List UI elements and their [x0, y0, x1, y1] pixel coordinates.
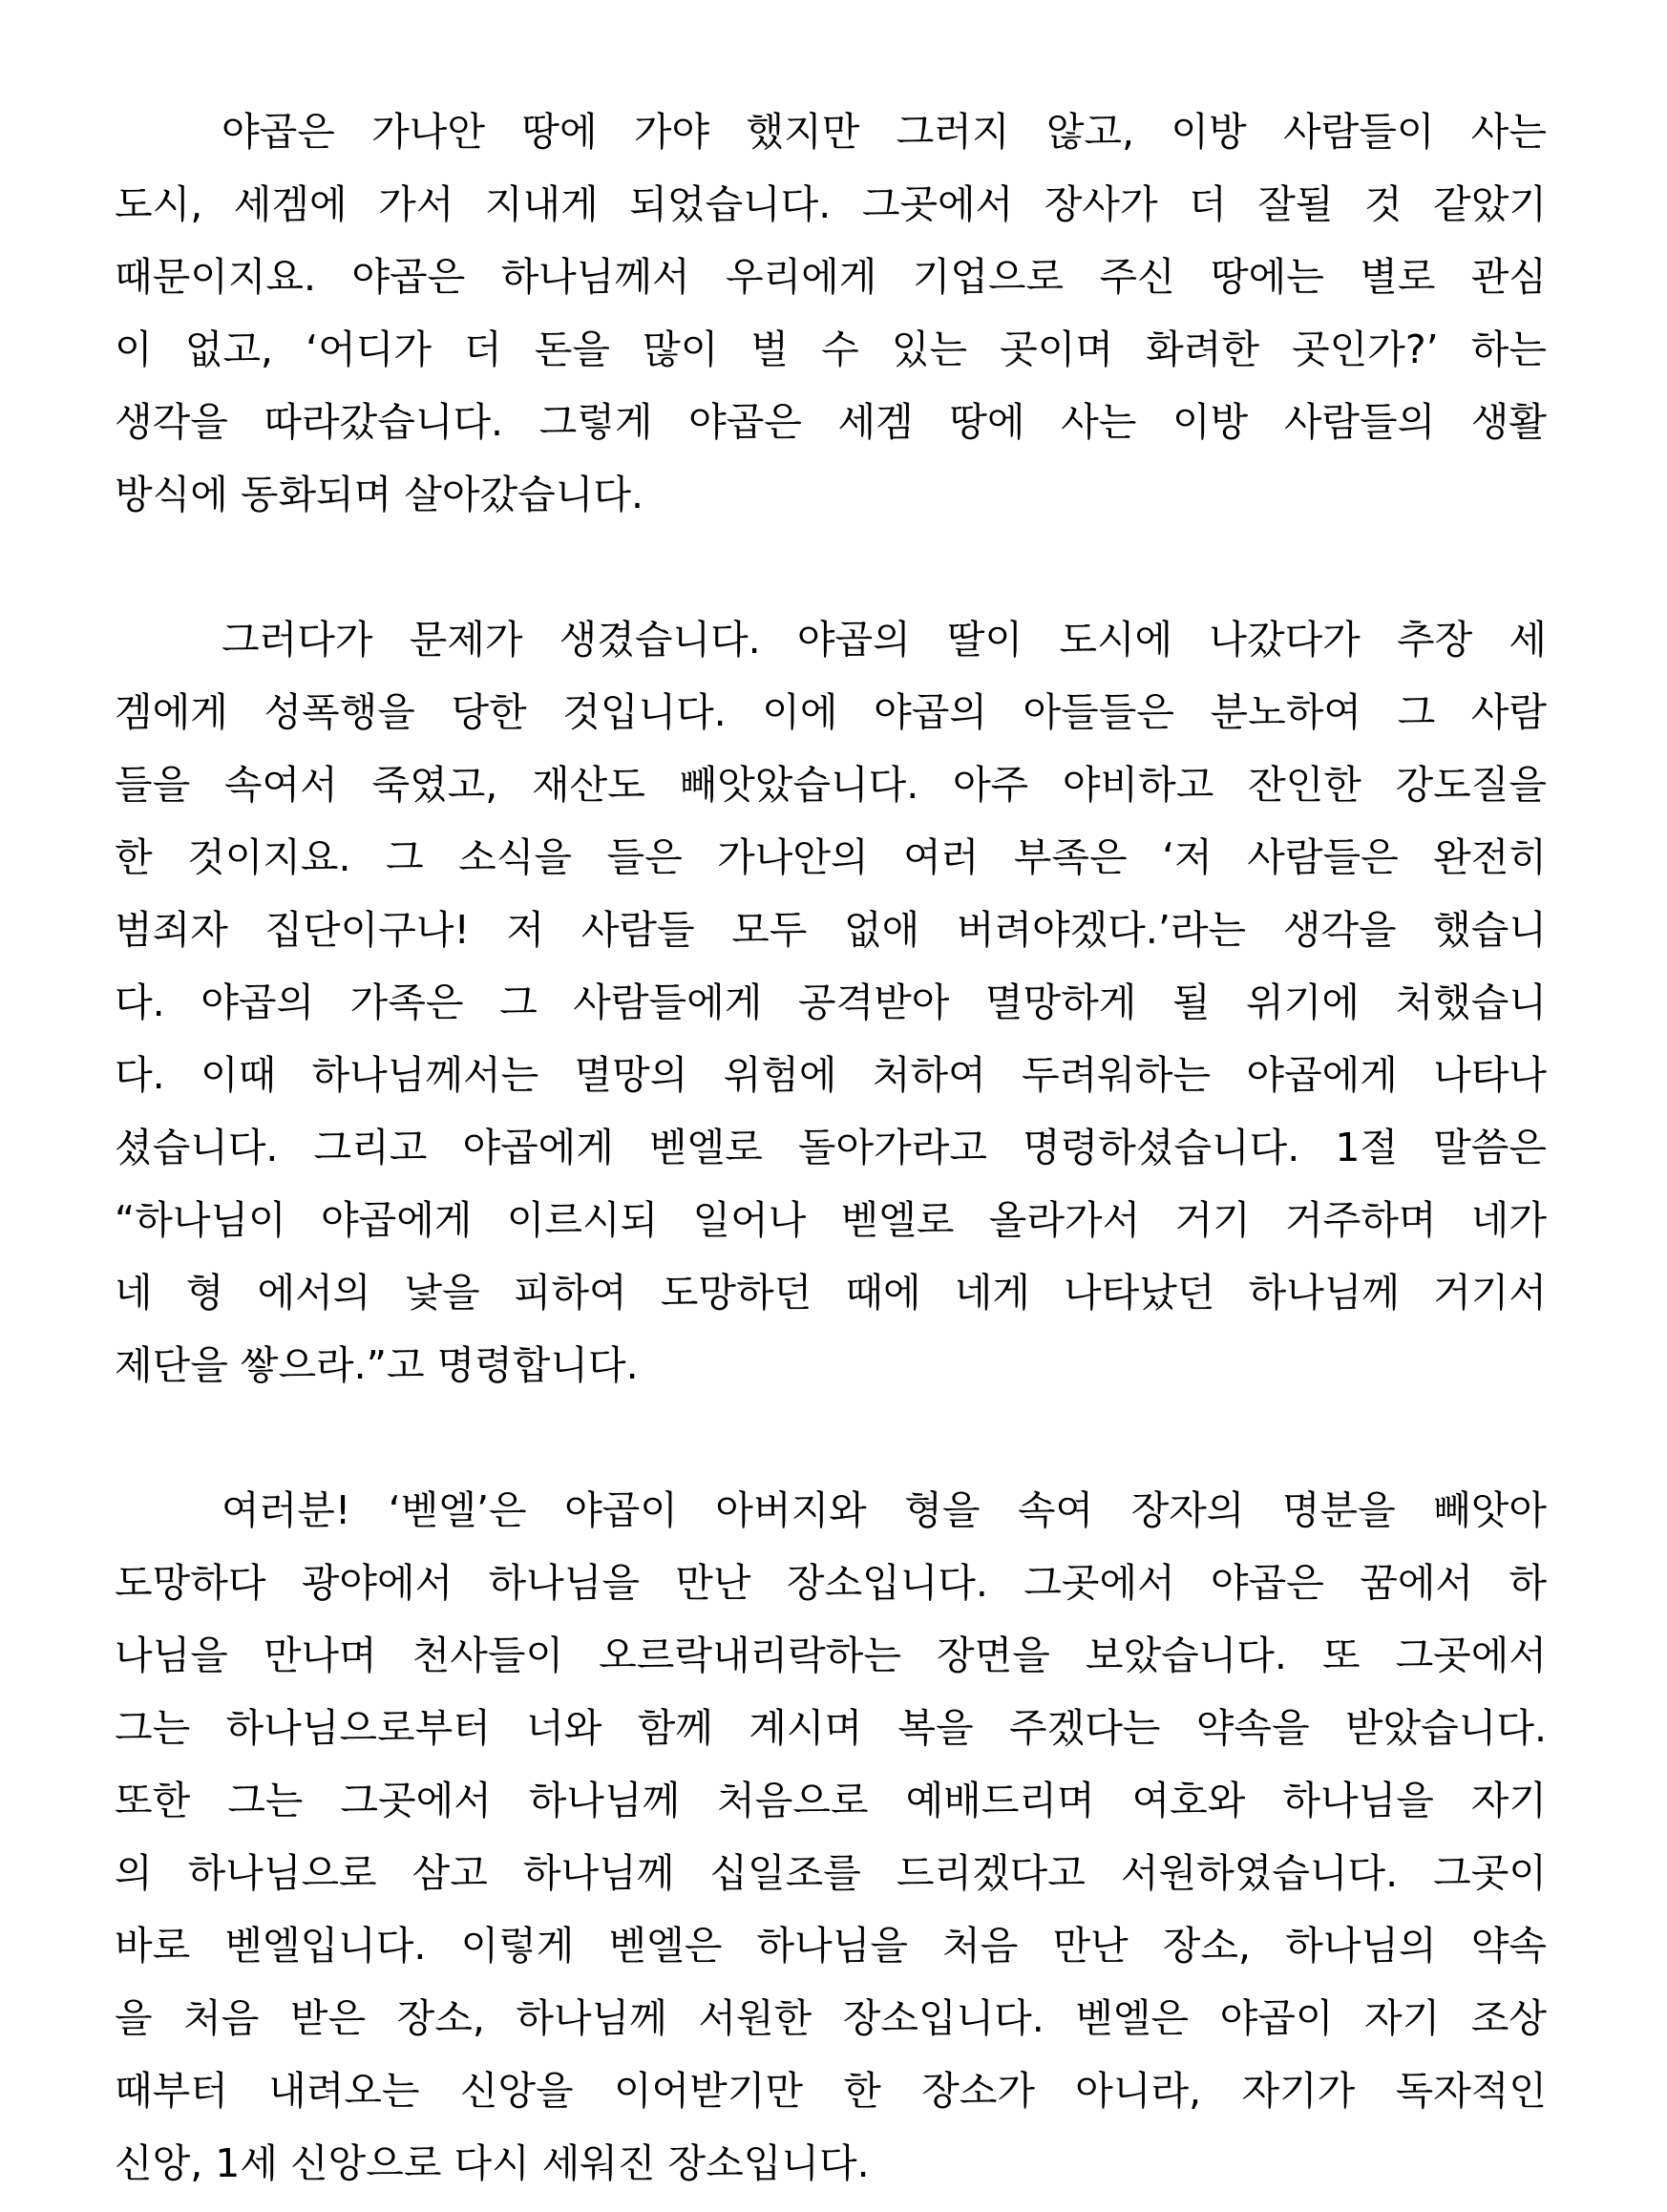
paragraph-2 [115, 603, 1547, 1401]
text-line: 겜에게 성폭행을 당한 것입니다. 이에 야곱의 아들들은 분노하여 그 사람 [115, 689, 1547, 735]
text-line: 다. 야곱의 가족은 그 사람들에게 공격받아 멸망하게 될 위기에 처했습니 [115, 980, 1547, 1025]
text-line: 이 없고, ‘어디가 더 돈을 많이 벌 수 있는 곳이며 화려한 곳인가?’ 하는 [115, 327, 1547, 372]
text-line: 네 형 에서의 낯을 피하여 도망하던 때에 네게 나타났던 하나님께 거기서 [115, 1270, 1547, 1316]
text-line: 한 것이지요. 그 소식을 들은 가나안의 여러 부족은 ‘저 사람들은 완전히 [115, 834, 1547, 880]
text-line: 생각을 따라갔습니다. 그렇게 야곱은 세겜 땅에 사는 이방 사람들의 생활 [115, 399, 1547, 445]
text-line: 나님을 만나며 천사들이 오르락내리락하는 장면을 보았습니다. 또 그곳에서 [115, 1633, 1547, 1678]
text-line: 그러다가 문제가 생겼습니다. 야곱의 딸이 도시에 나갔다가 추장 세 [222, 617, 1547, 663]
text-line: 방식에 동화되며 살아갔습니다. [115, 472, 644, 517]
paragraph-3 [115, 1474, 1547, 2200]
text-line: 다. 이때 하나님께서는 멸망의 위험에 처하여 두려워하는 야곱에게 나타나 [115, 1052, 1547, 1098]
text-line: 여러분! ‘벧엘’은 야곱이 아버지와 형을 속여 장자의 명분을 빼앗아 [222, 1487, 1547, 1533]
text-line: 그는 하나님으로부터 너와 함께 계시며 복을 주겠다는 약속을 받았습니다. [115, 1705, 1547, 1751]
text-line: 제단을 쌓으라.”고 명령합니다. [115, 1342, 639, 1388]
text-line: 때부터 내려오는 신앙을 이어받기만 한 장소가 아니라, 자기가 독자적인 [115, 2068, 1547, 2114]
text-line: 신앙, 1세 신앙으로 다시 세워진 장소입니다. [115, 2140, 870, 2186]
document-page [115, 95, 1547, 2200]
text-line: 또한 그는 그곳에서 하나님께 처음으로 예배드리며 여호와 하나님을 자기 [115, 1778, 1547, 1823]
text-line: 야곱은 가나안 땅에 가야 했지만 그러지 않고, 이방 사람들이 사는 [222, 109, 1547, 155]
text-line: 의 하나님으로 삼고 하나님께 십일조를 드리겠다고 서원하였습니다. 그곳이 [115, 1850, 1547, 1896]
text-line: 때문이지요. 야곱은 하나님께서 우리에게 기업으로 주신 땅에는 별로 관심 [115, 254, 1547, 300]
text-line: 을 처음 받은 장소, 하나님께 서원한 장소입니다. 벧엘은 야곱이 자기 조상 [115, 1995, 1547, 2041]
text-line: 바로 벧엘입니다. 이렇게 벧엘은 하나님을 처음 만난 장소, 하나님의 약속 [115, 1923, 1547, 1969]
paragraph-1 [115, 95, 1547, 531]
text-line: “하나님이 야곱에게 이르시되 일어나 벧엘로 올라가서 거기 거주하며 네가 [115, 1197, 1547, 1243]
text-line: 도시, 세겜에 가서 지내게 되었습니다. 그곳에서 장사가 더 잘될 것 같았기 [115, 181, 1547, 227]
text-line: 범죄자 집단이구나! 저 사람들 모두 없애 버려야겠다.’라는 생각을 했습니 [115, 907, 1547, 953]
text-line: 도망하다 광야에서 하나님을 만난 장소입니다. 그곳에서 야곱은 꿈에서 하 [115, 1560, 1547, 1606]
text-line: 셨습니다. 그리고 야곱에게 벧엘로 돌아가라고 명령하셨습니다. 1절 말씀은 [115, 1125, 1547, 1170]
text-line: 들을 속여서 죽였고, 재산도 빼앗았습니다. 아주 야비하고 잔인한 강도질을 [115, 762, 1547, 808]
